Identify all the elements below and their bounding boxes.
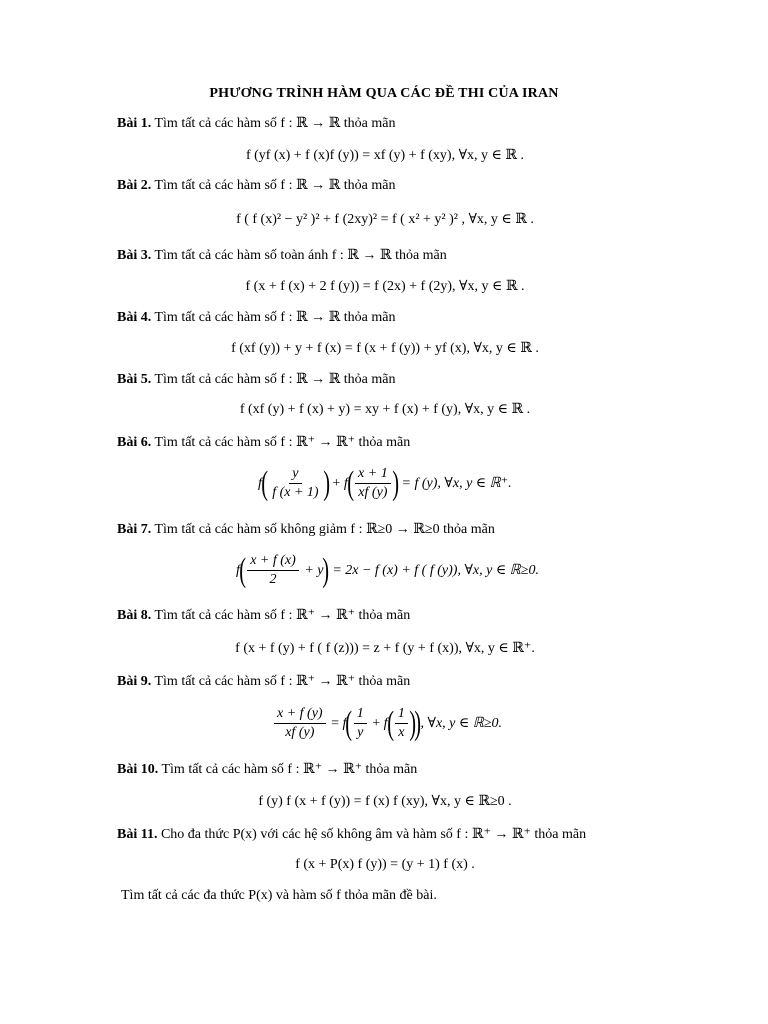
problem-11-statement	[117, 826, 586, 843]
problem-11-label: Bài 11.	[117, 827, 158, 842]
problem-6-intro: Tìm tất cả các hàm số f : ℝ⁺ → ℝ⁺ thỏa mãn	[151, 435, 411, 450]
formula-rest: = 2x − f (x) + f ( f (y)), ∀x, y ∈ ℝ≥0.	[332, 563, 539, 578]
problem-1-intro: Tìm tất cả các hàm số f : ℝ → ℝ thỏa mãn	[151, 116, 396, 131]
problem-6-statement	[117, 434, 410, 451]
problem-6-formula: f ( $\frac{y}{f (x + 1)}$ ) + f ( $\frac{x + 1}{xf (y)}$ ) = f (y), ∀x, y ∈ ℝ⁺.	[258, 464, 512, 502]
fraction	[354, 706, 367, 741]
problem-10-intro: Tìm tất cả các hàm số f : ℝ⁺ → ℝ⁺ thỏa mãn	[158, 762, 418, 777]
fraction-numerator: 1	[354, 706, 367, 724]
fraction	[269, 466, 321, 501]
problem-4-statement	[117, 309, 395, 326]
problem-5-label: Bài 5.	[117, 372, 152, 387]
problem-3-formula: f (x + f (x) + 2 f (y)) = f (2x) + f (2y), ∀x, y ∈ ℝ .	[245, 279, 525, 294]
fraction-numerator: x + f (y)	[274, 706, 326, 724]
formula-rest: = f (y), ∀x, y ∈ ℝ⁺.	[401, 476, 512, 491]
problem-7-intro: Tìm tất cả các hàm số không giảm f : ℝ≥0 → ℝ≥0 thỏa mãn	[151, 522, 495, 537]
problem-6-label: Bài 6.	[117, 435, 152, 450]
problem-5-statement	[117, 371, 395, 388]
problem-9-label: Bài 9.	[117, 674, 152, 689]
problem-2-statement	[117, 177, 395, 194]
problem-9-formula: $\frac{x + f (y)}{xf (y)}$ = f ( $\frac{1}{y}$ + f ( $\frac{1}{x}$ ) ) , ∀x, y ∈ ℝ≥0.	[272, 706, 502, 741]
problem-7-formula: f ( $\frac{x + f (x)}{2}$ + y ) = 2x − f (x) + f ( f (y)), ∀x, y ∈ ℝ≥0.	[236, 551, 539, 589]
problem-4-intro: Tìm tất cả các hàm số f : ℝ → ℝ thỏa mãn	[151, 310, 396, 325]
fraction	[247, 553, 299, 588]
closing-sentence: Tìm tất cả các đa thức P(x) và hàm số f thỏa mãn đề bài.	[121, 888, 437, 903]
fraction-denominator: x	[398, 725, 405, 740]
problem-7-statement	[117, 521, 495, 538]
fraction-denominator: xf (y)	[358, 485, 388, 500]
fraction	[274, 706, 326, 741]
problem-4-formula: f (xf (y)) + y + f (x) = f (x + f (y)) + yf (x), ∀x, y ∈ ℝ .	[231, 341, 539, 356]
problem-3-intro: Tìm tất cả các hàm số toàn ánh f : ℝ → ℝ thỏa mãn	[151, 248, 447, 263]
problem-8-statement	[117, 607, 410, 624]
problem-2-label: Bài 2.	[117, 178, 152, 193]
problem-2-intro: Tìm tất cả các hàm số f : ℝ → ℝ thỏa mãn	[151, 178, 396, 193]
problem-7-label: Bài 7.	[117, 522, 152, 537]
page-title: PHƯƠNG TRÌNH HÀM QUA CÁC ĐỀ THI CỦA IRAN	[209, 86, 559, 101]
fraction-denominator: xf (y)	[285, 725, 315, 740]
problem-10-label: Bài 10.	[117, 762, 159, 777]
problem-4-label: Bài 4.	[117, 310, 152, 325]
fraction-numerator: y	[289, 466, 301, 484]
problem-5-intro: Tìm tất cả các hàm số f : ℝ → ℝ thỏa mãn	[151, 372, 396, 387]
problem-1-formula: f (yf (x) + f (x)f (y)) = xf (y) + f (xy), ∀x, y ∈ ℝ .	[245, 148, 525, 163]
problem-8-formula: f (x + f (y) + f ( f (z))) = z + f (y + f (x)), ∀x, y ∈ ℝ⁺.	[235, 641, 535, 656]
problem-11-formula: f (x + P(x) f (y)) = (y + 1) f (x) .	[295, 857, 475, 872]
fraction-denominator: f (x + 1)	[272, 485, 319, 500]
formula-rest: , ∀x, y ∈ ℝ≥0.	[420, 716, 503, 731]
problem-9-statement	[117, 673, 410, 690]
problem-9-intro: Tìm tất cả các hàm số f : ℝ⁺ → ℝ⁺ thỏa mãn	[151, 674, 411, 689]
problem-11-intro: Cho đa thức P(x) với các hệ số không âm và hàm số f : ℝ⁺ → ℝ⁺ thỏa mãn	[157, 827, 587, 842]
fraction	[355, 466, 391, 501]
problem-3-statement	[117, 247, 447, 264]
fraction-numerator: 1	[395, 706, 408, 724]
problem-1-label: Bài 1.	[117, 116, 152, 131]
fraction-numerator: x + f (x)	[247, 553, 299, 571]
fraction	[395, 706, 408, 741]
fraction-numerator: x + 1	[355, 466, 391, 484]
fraction-denominator: y	[357, 725, 364, 740]
problem-5-formula: f (xf (y) + f (x) + y) = xy + f (x) + f (y), ∀x, y ∈ ℝ .	[239, 402, 531, 417]
fraction-denominator: 2	[269, 572, 277, 587]
problem-3-label: Bài 3.	[117, 248, 152, 263]
problem-10-statement	[117, 761, 417, 778]
problem-10-formula: f (y) f (x + f (y)) = f (x) f (xy), ∀x, y ∈ ℝ≥0 .	[258, 794, 512, 809]
problem-2-formula: f ( f (x)² − y² )² + f (2xy)² = f ( x² + y² )² , ∀x, y ∈ ℝ .	[236, 212, 534, 227]
problem-1-statement	[117, 115, 395, 132]
problem-8-intro: Tìm tất cả các hàm số f : ℝ⁺ → ℝ⁺ thỏa mãn	[151, 608, 411, 623]
problem-8-label: Bài 8.	[117, 608, 152, 623]
